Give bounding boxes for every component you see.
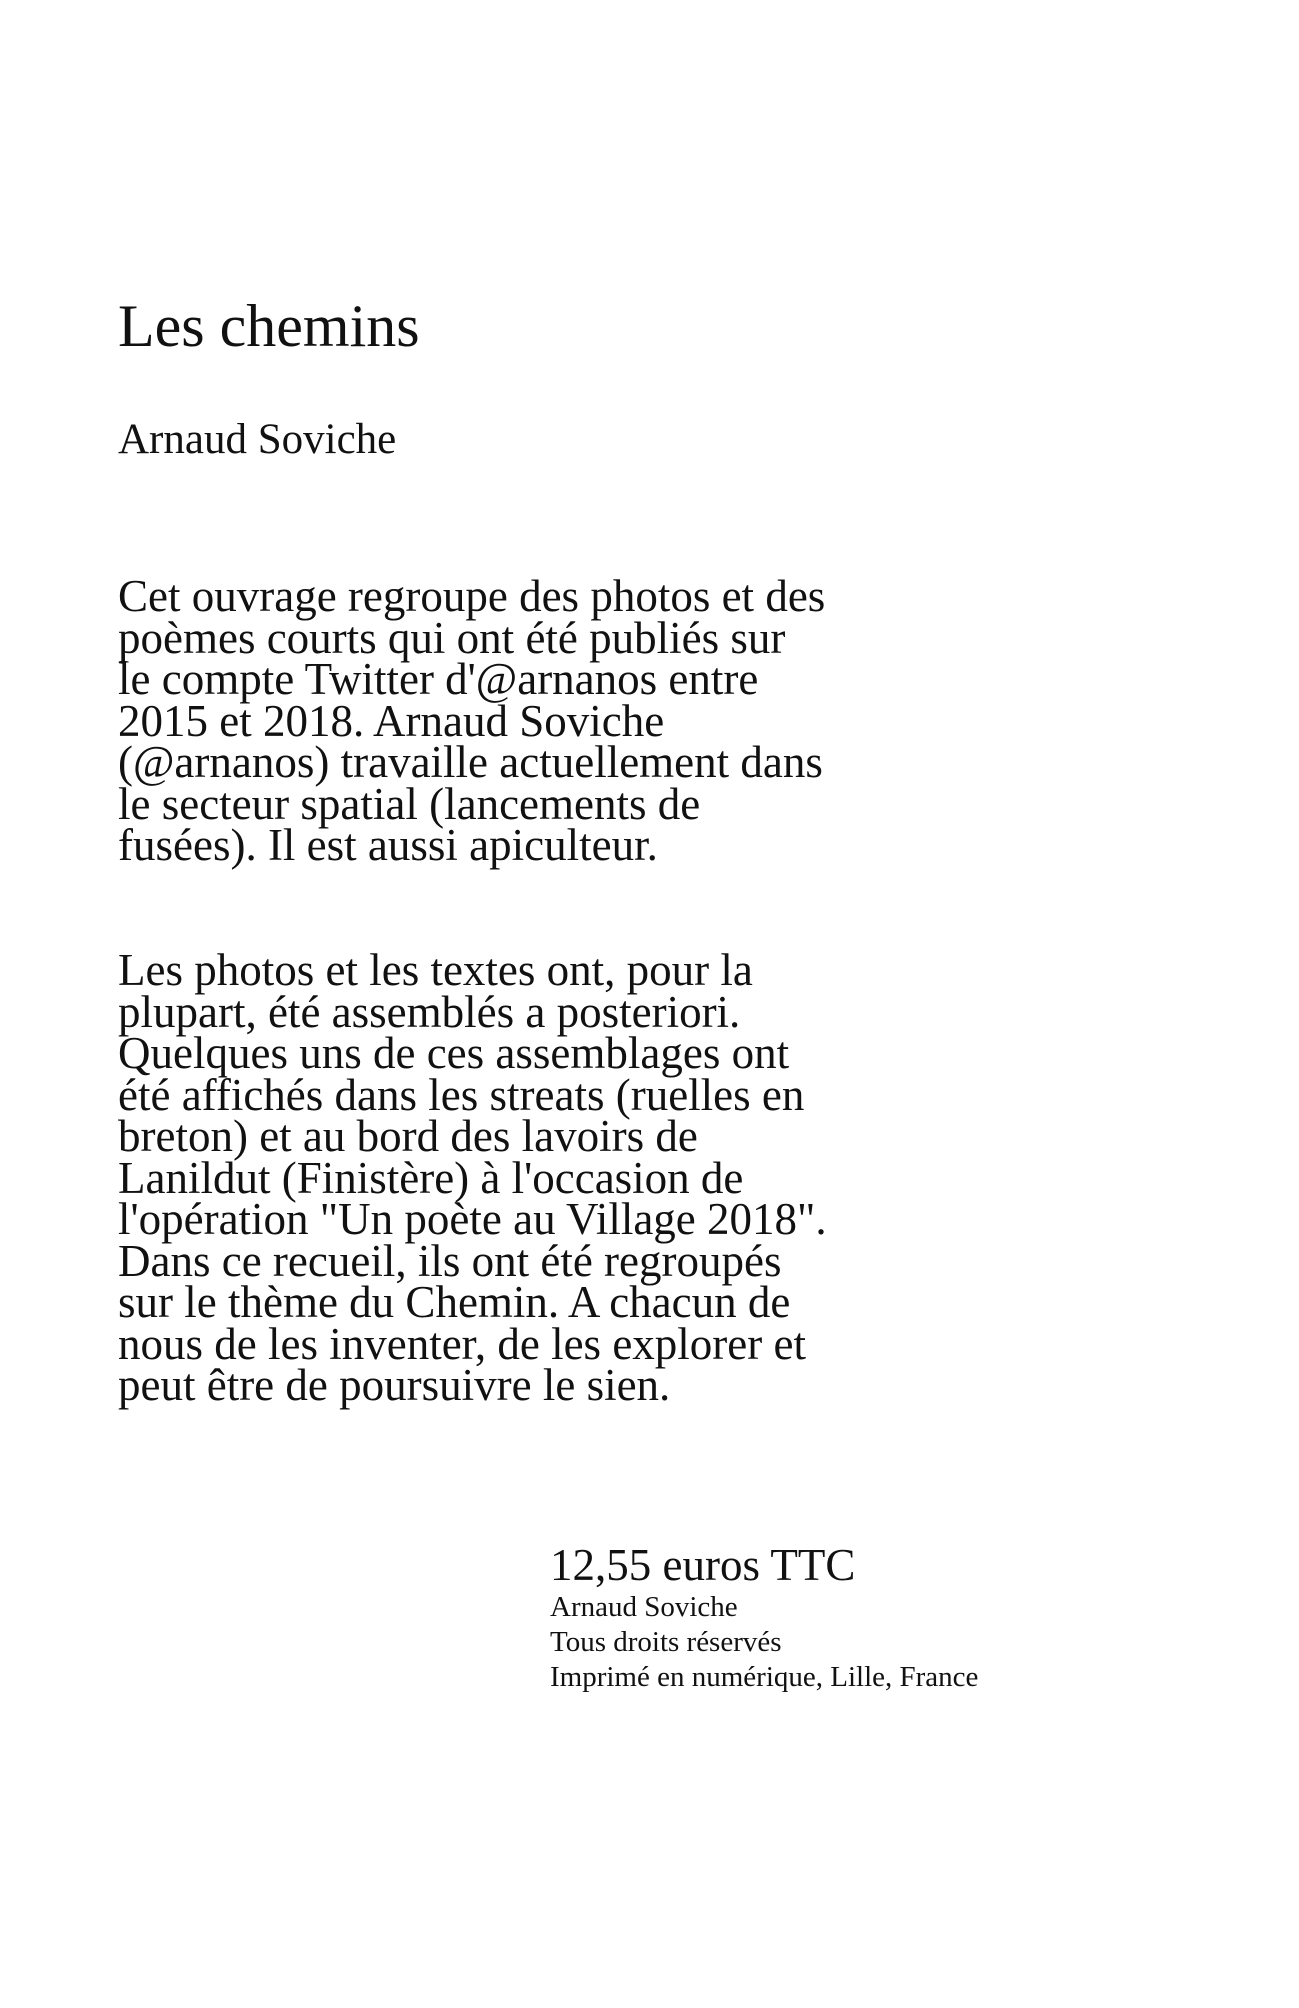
description-line: sur le thème du Chemin. A chacun de	[118, 1277, 791, 1327]
description-line: l'opération "Un poète au Village 2018".	[118, 1194, 827, 1244]
description-line: Les photos et les textes ont, pour la	[118, 945, 753, 995]
description-line: fusées). Il est aussi apiculteur.	[118, 820, 658, 870]
description-line: été affichés dans les streats (ruelles en	[118, 1069, 805, 1120]
description-line: Dans ce recueil, ils ont été regroupés	[118, 1235, 782, 1286]
description-line: plupart, été assemblés a posteriori.	[118, 986, 741, 1037]
description-line: le secteur spatial (lancements de	[118, 778, 701, 829]
description-line: Lanildut (Finistère) à l'occasion de	[118, 1152, 744, 1203]
printing-notice: Imprimé en numérique, Lille, France	[550, 1661, 979, 1693]
description-paragraph-2	[118, 945, 1018, 1410]
description-line: Cet ouvrage regroupe des photos et des	[118, 571, 826, 621]
book-title: Les chemins	[118, 293, 420, 359]
colophon	[550, 1540, 1250, 1695]
description-line: Quelques uns de ces assemblages ont	[118, 1028, 790, 1078]
description-line: poèmes courts qui ont été publiés sur	[118, 612, 786, 663]
description-line: peut être de poursuivre le sien.	[118, 1360, 671, 1410]
description-line: 2015 et 2018. Arnaud Soviche	[118, 695, 665, 746]
rights-notice: Tous droits réservés	[550, 1626, 782, 1658]
description-line: (@arnanos) travaille actuellement dans	[118, 737, 823, 787]
book-author: Arnaud Soviche	[118, 416, 397, 463]
description-paragraph-1	[118, 571, 1018, 870]
colophon-author: Arnaud Soviche	[550, 1591, 738, 1623]
description-line: breton) et au bord des lavoirs de	[118, 1111, 698, 1161]
description-line: le compte Twitter d'@arnanos entre	[118, 654, 759, 704]
price-label: 12,55 euros TTC	[550, 1540, 856, 1590]
description-line: nous de les inventer, de les explorer et	[118, 1318, 806, 1369]
